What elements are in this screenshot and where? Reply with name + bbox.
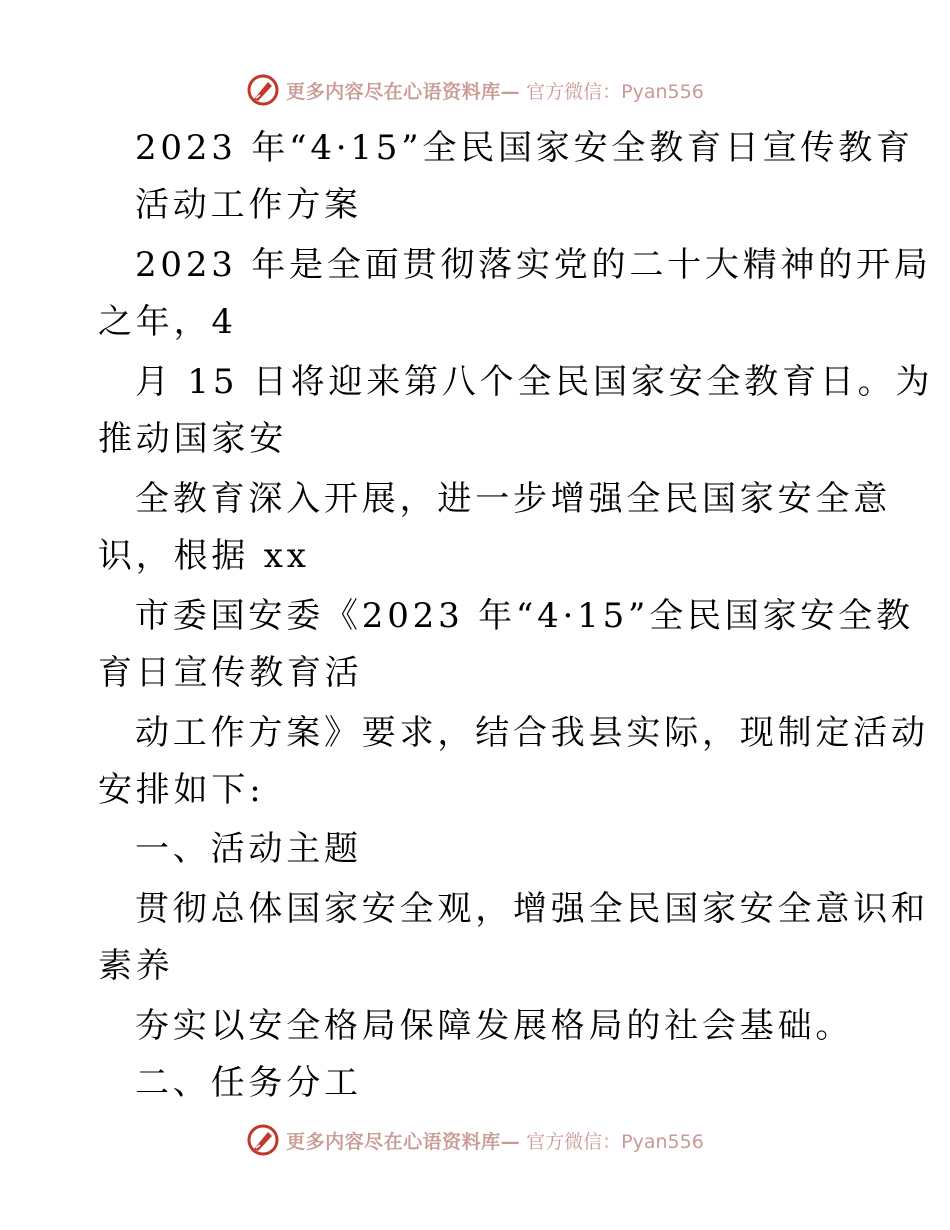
section-heading-tasks: 二、任务分工 [135, 1063, 362, 1103]
document-title-line-2: 活动工作方案 [135, 185, 362, 225]
paragraph-line: 育日宣传教育活 [98, 653, 363, 693]
watermark-contact-text: 官方微信：Pyan556 [526, 80, 704, 103]
paragraph-line: 之年，4 [98, 302, 237, 342]
paragraph-line: 动工作方案》要求，结合我县实际，现制定活动 [135, 713, 929, 753]
paragraph-line: 安排如下: [98, 770, 265, 810]
watermark-brand-text: 更多内容尽在心语资料库— [286, 1130, 521, 1153]
watermark-contact-text: 官方微信：Pyan556 [526, 1130, 704, 1153]
paragraph-line: 贯彻总体国家安全观，增强全民国家安全意识和 [135, 889, 929, 929]
paragraph-line: 市委国安委《2023 年“4·15”全民国家安全教 [135, 596, 914, 636]
pen-nib-seal-logo-icon [246, 1123, 280, 1157]
paragraph-line: 夯实以安全格局保障发展格局的社会基础。 [135, 1006, 854, 1046]
header-watermark-banner [0, 70, 950, 110]
paragraph-line: 推动国家安 [98, 419, 287, 459]
document-title-line-1: 2023 年“4·15”全民国家安全教育日宣传教育 [135, 128, 914, 168]
watermark-brand-text: 更多内容尽在心语资料库— [286, 80, 521, 103]
paragraph-line: 识，根据 xx [98, 536, 310, 576]
paragraph-line: 素养 [98, 946, 174, 986]
section-heading-theme: 一、活动主题 [135, 829, 362, 869]
paragraph-line: 月 15 日将迎来第八个全民国家安全教育日。为 [135, 362, 934, 402]
footer-watermark-banner [0, 1120, 950, 1160]
paragraph-line: 全教育深入开展，进一步增强全民国家安全意 [135, 479, 891, 519]
pen-nib-seal-logo-icon [246, 73, 280, 107]
paragraph-line: 2023 年是全面贯彻落实党的二十大精神的开局 [135, 245, 932, 285]
